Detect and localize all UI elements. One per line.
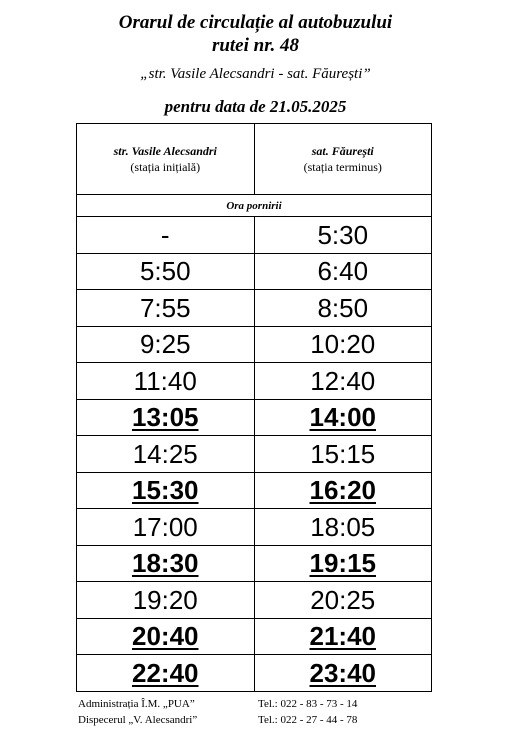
schedule-row bbox=[77, 655, 432, 692]
departure-time: 5:30 bbox=[317, 219, 369, 250]
departure-start-cell bbox=[77, 290, 255, 327]
departure-start-cell bbox=[77, 436, 255, 473]
footer-line-dispatcher bbox=[78, 713, 358, 727]
departure-time: 16:20 bbox=[309, 475, 376, 506]
schedule-row bbox=[77, 253, 432, 290]
departure-start-cell bbox=[77, 582, 255, 619]
schedule-row bbox=[77, 545, 432, 582]
departure-time: 19:15 bbox=[309, 548, 376, 579]
departure-time: 19:20 bbox=[132, 584, 198, 615]
schedule-row bbox=[77, 399, 432, 436]
header-row bbox=[77, 124, 432, 195]
departure-time: 18:05 bbox=[310, 511, 376, 542]
departure-time: 6:40 bbox=[317, 256, 369, 287]
departure-end-cell bbox=[254, 253, 432, 290]
departure-time: 23:40 bbox=[309, 657, 376, 688]
schedule-row bbox=[77, 436, 432, 473]
departure-start-cell bbox=[77, 655, 255, 692]
schedule-row bbox=[77, 618, 432, 655]
administration-phone: Tel.: 022 - 83 - 73 - 14 bbox=[258, 698, 358, 710]
departure-end-cell bbox=[254, 436, 432, 473]
departure-end-cell bbox=[254, 363, 432, 400]
departure-time: 7:55 bbox=[139, 292, 191, 323]
end-stop-name: sat. Făurești bbox=[311, 144, 374, 158]
departure-end-cell bbox=[254, 618, 432, 655]
departure-end-cell bbox=[254, 582, 432, 619]
departure-start-cell bbox=[77, 509, 255, 546]
column-header-end bbox=[254, 124, 432, 195]
schedule-row bbox=[77, 509, 432, 546]
departure-time: 20:25 bbox=[310, 584, 376, 615]
departure-start-cell bbox=[77, 217, 255, 254]
departure-time: 14:00 bbox=[309, 402, 376, 433]
dispatcher-label: Dispecerul „V. Alecsandri” bbox=[78, 714, 198, 726]
departure-time: 14:25 bbox=[132, 438, 198, 469]
departure-start-cell bbox=[77, 545, 255, 582]
column-header-start bbox=[77, 124, 255, 195]
schedule-row bbox=[77, 582, 432, 619]
schedule-row bbox=[77, 326, 432, 363]
departure-start-cell bbox=[77, 363, 255, 400]
end-stop-note: (stația terminus) bbox=[303, 160, 382, 174]
schedule-title: Orarul de circulație al autobuzului bbox=[118, 12, 393, 33]
departure-end-cell bbox=[254, 399, 432, 436]
departure-time: 15:30 bbox=[132, 475, 199, 506]
departure-start-cell bbox=[77, 399, 255, 436]
departure-time: 18:30 bbox=[132, 548, 199, 579]
departure-time: 5:50 bbox=[139, 256, 191, 287]
schedule-row bbox=[77, 363, 432, 400]
departure-start-cell bbox=[77, 326, 255, 363]
departure-time: 15:15 bbox=[310, 438, 376, 469]
start-label-row bbox=[77, 195, 432, 217]
schedule-row bbox=[77, 217, 432, 254]
departure-time: 9:25 bbox=[139, 329, 191, 360]
dispatcher-phone: Tel.: 022 - 27 - 44 - 78 bbox=[258, 714, 358, 726]
departure-time: 12:40 bbox=[310, 365, 376, 396]
departure-end-cell bbox=[254, 472, 432, 509]
schedule-row bbox=[77, 290, 432, 327]
route-number: rutei nr. 48 bbox=[211, 35, 300, 56]
route-name: „str. Vasile Alecsandri - sat. Făurești” bbox=[140, 66, 371, 82]
departure-end-cell bbox=[254, 545, 432, 582]
departure-end-cell bbox=[254, 509, 432, 546]
start-stop-name: str. Vasile Alecsandri bbox=[113, 144, 217, 158]
departure-time: 13:05 bbox=[132, 402, 199, 433]
departure-time: 22:40 bbox=[132, 657, 199, 688]
schedule-date: pentru data de 21.05.2025 bbox=[164, 97, 347, 116]
departure-time: - bbox=[160, 219, 170, 250]
start-time-label: Ora pornirii bbox=[77, 195, 432, 217]
departure-time: 10:20 bbox=[310, 329, 376, 360]
timetable bbox=[76, 123, 432, 692]
departure-start-cell bbox=[77, 472, 255, 509]
departure-time: 17:00 bbox=[132, 511, 198, 542]
departure-end-cell bbox=[254, 655, 432, 692]
departure-end-cell bbox=[254, 326, 432, 363]
schedule-row bbox=[77, 472, 432, 509]
departure-end-cell bbox=[254, 217, 432, 254]
departure-end-cell bbox=[254, 290, 432, 327]
departure-time: 8:50 bbox=[317, 292, 369, 323]
departure-time: 11:40 bbox=[133, 365, 197, 396]
footer-line-administration bbox=[78, 697, 358, 711]
start-stop-note: (stația inițială) bbox=[130, 160, 201, 174]
departure-start-cell bbox=[77, 618, 255, 655]
administration-label: Administrația Î.M. „PUA” bbox=[78, 698, 195, 710]
departure-time: 20:40 bbox=[132, 621, 199, 652]
departure-time: 21:40 bbox=[309, 621, 376, 652]
departure-start-cell bbox=[77, 253, 255, 290]
